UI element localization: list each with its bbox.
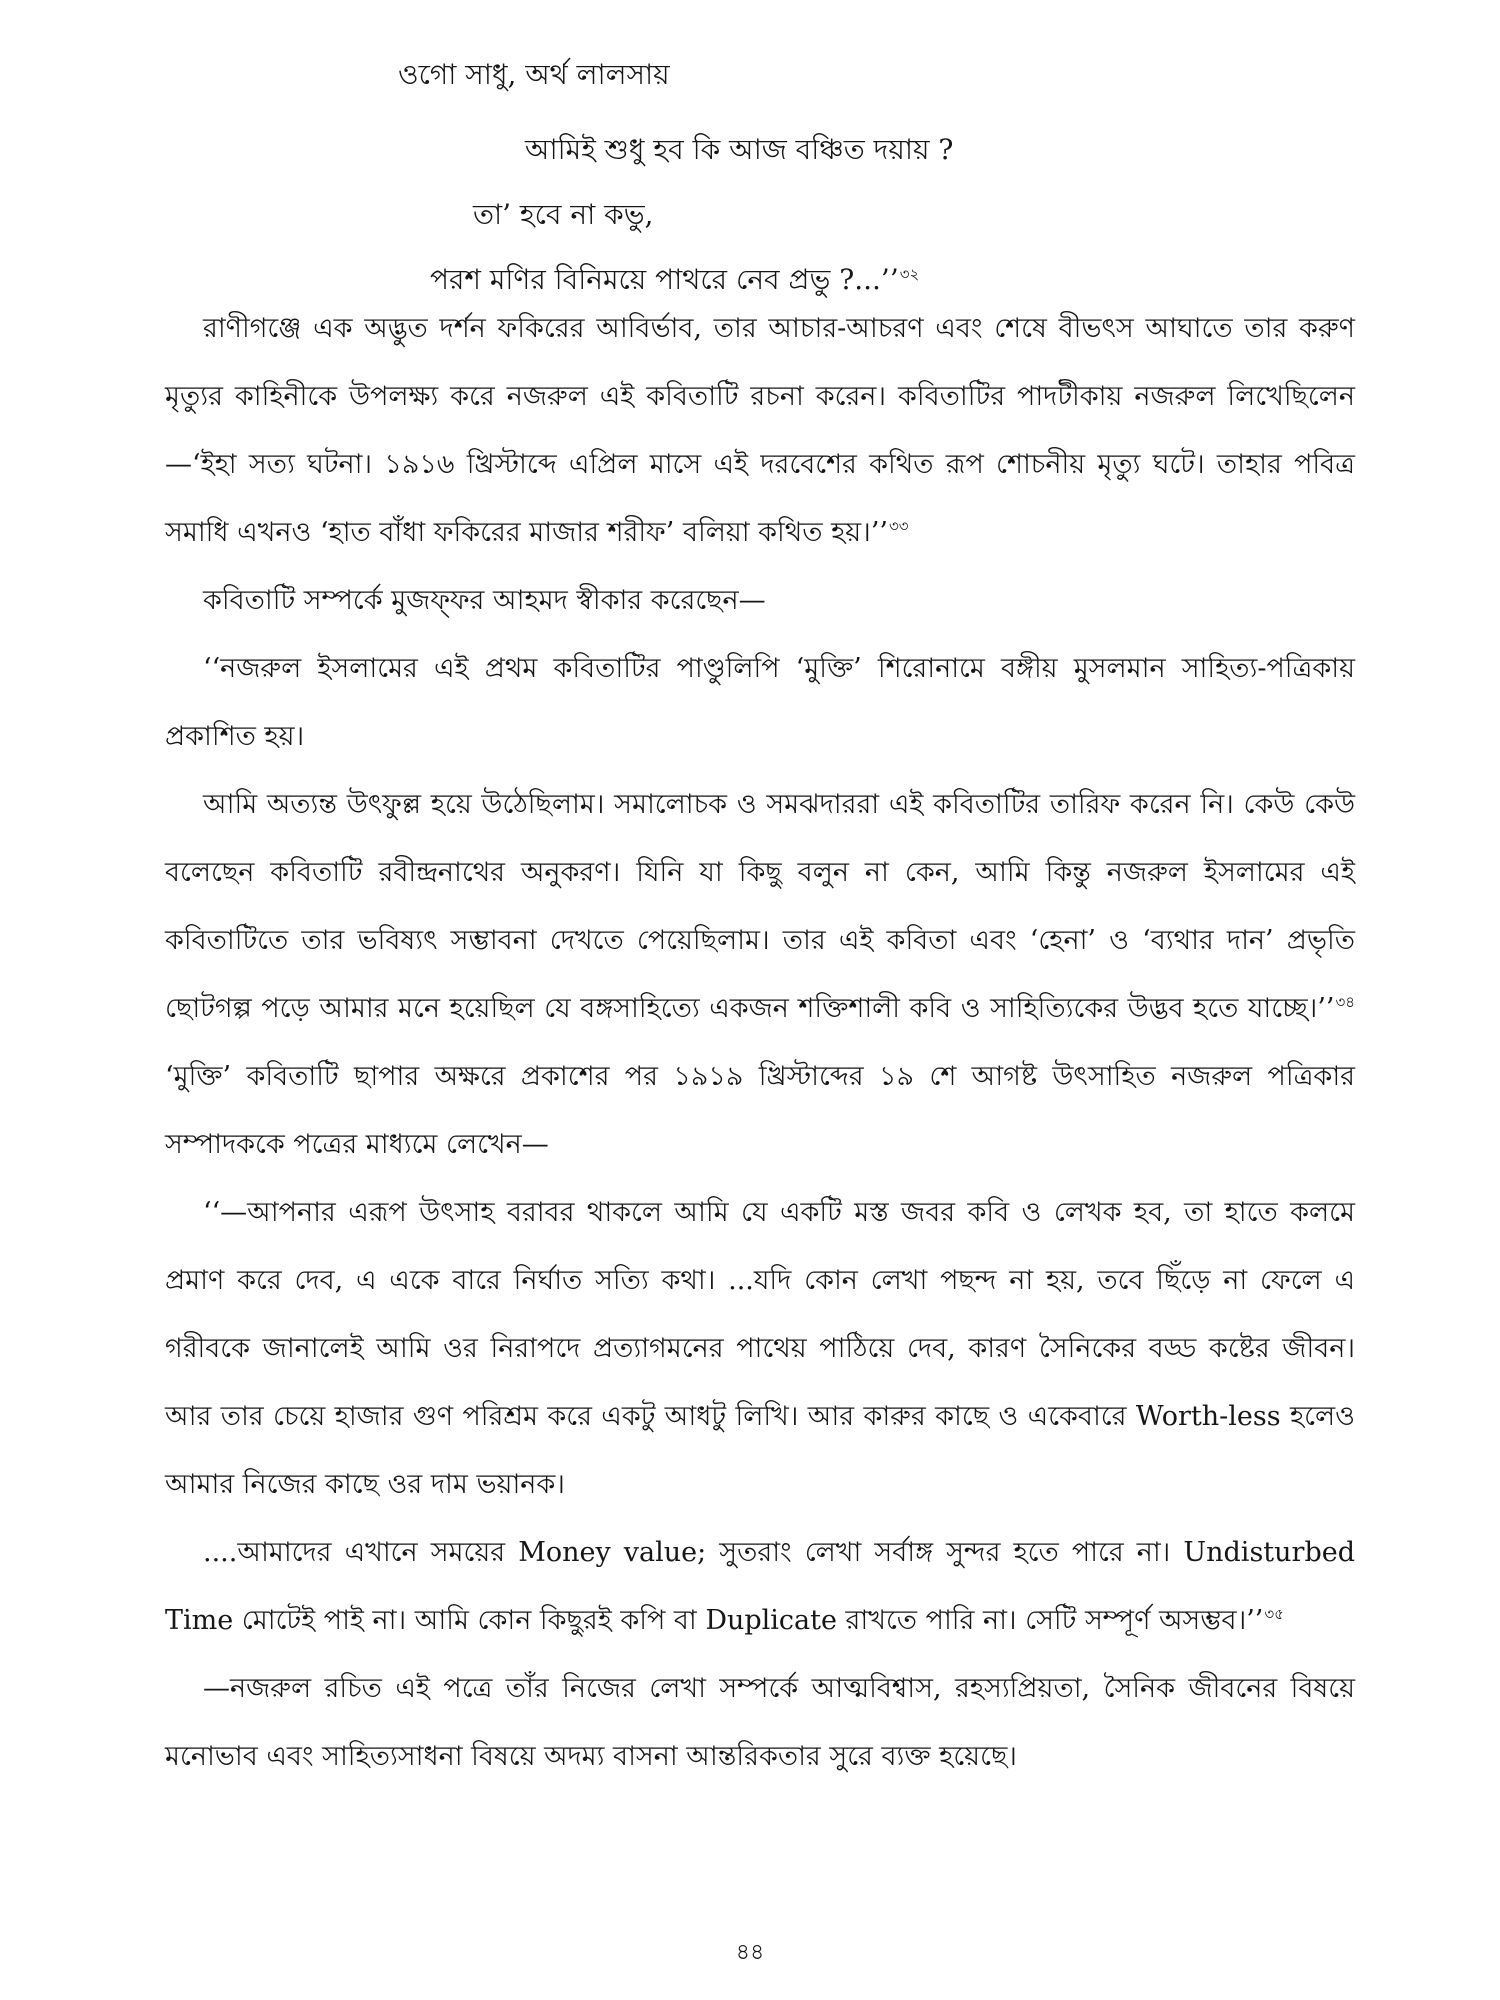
page-number: ৪৪ bbox=[735, 1940, 765, 1965]
paragraph: কবিতাটি সম্পর্কে মুজফ্ফর আহমদ স্বীকার করেছেন— bbox=[203, 585, 766, 616]
paragraph: আমি অত্যন্ত উৎফুল্ল হয়ে উঠেছিলাম। সমালোচক ও সমঝদাররা এই কবিতাটির তারিফ করেন নি। কেউ কেউ বলেছেন কবিতাটি রবীন্দ্রনাথের অনুকরণ। যিনি যা কিছু বলুন না কেন, আমি কিন্তু নজরুল ইসলামের এই কবিতাটিতে তার ভবিষ্যৎ সম্ভাবনা দেখতে পেয়েছিলাম। তার এই কবিতা এবং ‘হেনা’ ও ‘ব্যথার দান’ প্রভৃতি ছোটগল্প পড়ে আমার মনে হয়েছিল যে বঙ্গসাহিত্যে একজন শক্তিশালী কবি ও সাহিত্যিকের উদ্ভব হতে যাচ্ছে।’’$^{৩৪}$ ‘মুক্তি’ কবিতাটি ছাপার অক্ষরে প্রকাশের পর ১৯১৯ খ্রিস্টাব্দের ১৯ শে আগষ্ট উৎসাহিত নজরুল পত্রিকার সম্পাদককে পত্রের মাধ্যমে লেখেন— bbox=[165, 789, 1355, 1160]
paragraph: ‘‘নজরুল ইসলামের এই প্রথম কবিতাটির পাণ্ডুলিপি ‘মুক্তি’ শিরোনামে বঙ্গীয় মুসলমান সাহিত্য-পত্রিকায় প্রকাশিত হয়। bbox=[165, 653, 1355, 752]
footnote-ref: ৩৩ bbox=[889, 517, 909, 535]
poem-line: ওগো সাধু, অর্থ লালসায় bbox=[398, 58, 670, 91]
body-text bbox=[165, 295, 1355, 1791]
poem-line: তা’ হবে না কভু, bbox=[473, 198, 654, 231]
paragraph: ‘‘—আপনার এরূপ উৎসাহ বরাবর থাকলে আমি যে একটি মস্ত জবর কবি ও লেখক হব, তা হাতে কলমে প্রমাণ করে দেব, এ একে বারে নির্ঘাত সত্যি কথা। ...যদি কোন লেখা পছন্দ না হয়, তবে ছিঁড়ে না ফেলে এ গরীবকে জানালেই আমি ওর নিরাপদে প্রত্যাগমনের পাথেয় পাঠিয়ে দেব, কারণ সৈনিকের বড্ড কষ্টের জীবন। আর তার চেয়ে হাজার গুণ পরিশ্রম করে একটু আধটু লিখি। আর কারুর কাছে ও একেবারে Worth-less হলেও আমার নিজের কাছে ওর দাম ভয়ানক। bbox=[165, 1197, 1355, 1500]
footnote-ref: ৩৫ bbox=[1264, 1605, 1284, 1623]
poem-line: আমিই শুধু হব কি আজ বঞ্চিত দয়ায় ? bbox=[525, 133, 954, 166]
footnote-ref: ৩২ bbox=[899, 264, 920, 283]
paragraph: —নজরুল রচিত এই পত্রে তাঁর নিজের লেখা সম্পর্কে আত্মবিশ্বাস, রহস্যপ্রিয়তা, সৈনিক জীবনের বিষয়ে মনোভাব এবং সাহিত্যসাধনা বিষয়ে অদম্য বাসনা আন্তরিকতার সুরে ব্যক্ত হয়েছে। bbox=[165, 1673, 1355, 1772]
paragraph: রাণীগঞ্জে এক অদ্ভুত দর্শন ফকিরের আবির্ভাব, তার আচার-আচরণ এবং শেষে বীভৎস আঘাতে তার করুণ মৃত্যুর কাহিনীকে উপলক্ষ্য করে নজরুল এই কবিতাটি রচনা করেন। কবিতাটির পাদটীকায় নজরুল লিখেছিলেন—‘ইহা সত্য ঘটনা। ১৯১৬ খ্রিস্টাব্দে এপ্রিল মাসে এই দরবেশের কথিত রূপ শোচনীয় মৃত্যু ঘটে। তাহার পবিত্র সমাধি এখনও ‘হাত বাঁধা ফকিরের মাজার শরীফ’ বলিয়া কথিত হয়।’’$^{৩৩}$ bbox=[165, 313, 1355, 548]
poem-line: পরশ মণির বিনিময়ে পাথরে নেব প্রভু ?...’’$^{৩২}$ bbox=[430, 263, 920, 296]
footnote-ref: ৩৪ bbox=[1335, 993, 1355, 1011]
paragraph: ....আমাদের এখানে সময়ের Money value; সুতরাং লেখা সর্বাঙ্গ সুন্দর হতে পারে না। Undisturbed Time মোটেই পাই না। আমি কোন কিছুরই কপি বা Duplicate রাখতে পারি না। সেটি সম্পূর্ণ অসম্ভব।’’$^{৩৫}$ bbox=[165, 1537, 1355, 1636]
